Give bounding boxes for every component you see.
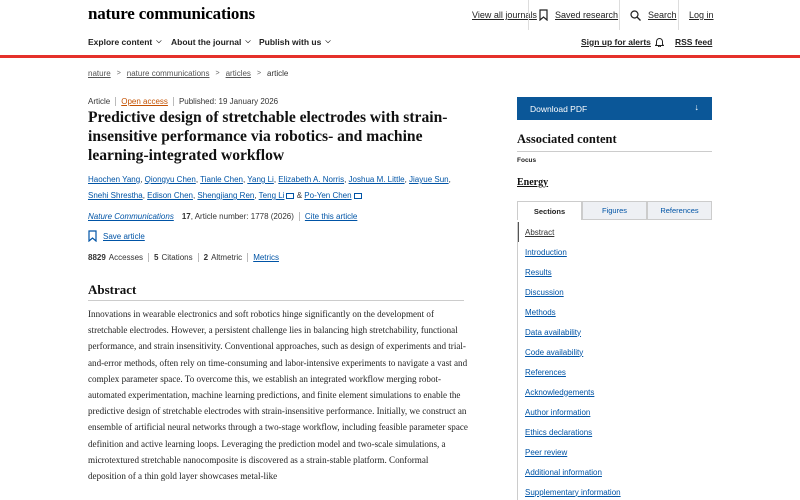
toc-item[interactable]: [517, 362, 712, 382]
toc-link-results[interactable]: Results: [525, 267, 552, 277]
author-link[interactable]: Jiayue Sun: [409, 175, 449, 184]
author-link[interactable]: Tianle Chen: [200, 175, 243, 184]
volume: 17: [181, 212, 191, 221]
author-link[interactable]: Joshua M. Little: [348, 175, 405, 184]
about-journal-menu[interactable]: About the journal ⌵: [171, 37, 251, 47]
article-type: Article: [88, 97, 111, 106]
explore-content-menu[interactable]: Explore content ⌵: [88, 37, 162, 47]
toc-item[interactable]: [517, 302, 712, 322]
breadcrumb-nature-communications[interactable]: nature communications: [126, 69, 210, 78]
toc-item[interactable]: [517, 442, 712, 462]
search-icon: [630, 10, 641, 21]
toc-item[interactable]: [517, 242, 712, 262]
chevron-right-icon: >: [215, 70, 220, 77]
author-link[interactable]: Edison Chen: [147, 191, 193, 200]
divider: [517, 151, 712, 152]
published-date: Published: 19 January 2026: [178, 97, 279, 106]
accesses-label: Accesses: [108, 253, 144, 262]
citations-label: Citations: [161, 253, 193, 262]
main-nav: [0, 30, 800, 54]
bell-icon: [655, 37, 664, 47]
toc-link-additional-information[interactable]: Additional information: [525, 467, 602, 477]
breadcrumb-articles[interactable]: articles: [225, 69, 251, 78]
chevron-right-icon: >: [116, 70, 121, 77]
altmetric-count: 2: [203, 253, 209, 262]
save-article-label[interactable]: Save article: [103, 231, 145, 241]
article-number: , Article number: 1778 (2026): [190, 212, 294, 221]
breadcrumb-nature[interactable]: nature: [88, 69, 111, 78]
author-link[interactable]: Po-Yen Chen: [304, 191, 352, 200]
sidebar-tabs: [517, 201, 712, 220]
toc-link-ethics-declarations[interactable]: Ethics declarations: [525, 427, 593, 437]
toc-link-references[interactable]: References: [525, 367, 566, 377]
chevron-right-icon: >: [256, 70, 262, 77]
toc-item[interactable]: [517, 462, 712, 482]
toc-item[interactable]: [517, 222, 712, 242]
article-meta: [88, 97, 278, 106]
chevron-down-icon: ⌵: [156, 38, 162, 45]
toc-item[interactable]: [517, 382, 712, 402]
author-list: Haochen Yang, Qiongyu Chen, Tianle Chen, Yang Li, Elizabeth A. Norris, Joshua M. Little, Jiayue Sun, Snehi Shrestha, Edison Chen, Shengjiang Ren, Teng Li & Po-Yen Chen: [88, 175, 451, 200]
author-link[interactable]: Yang Li: [247, 175, 274, 184]
chevron-down-icon: ⌵: [245, 38, 251, 45]
open-access-badge[interactable]: Open access: [121, 97, 168, 106]
breadcrumb: [88, 69, 288, 78]
toc-link-acknowledgements[interactable]: Acknowledgements: [525, 387, 595, 397]
altmetric-label: Altmetric: [211, 253, 243, 262]
bookmark-icon: [539, 9, 548, 21]
sign-up-alerts-link[interactable]: Sign up for alerts: [581, 37, 664, 47]
toc-item[interactable]: [517, 342, 712, 362]
login-link[interactable]: Log in: [678, 0, 714, 30]
author-link[interactable]: Shengjiang Ren: [197, 191, 255, 200]
abstract-text: Innovations in wearable electronics and soft robotics hinge significantly on the development of stretchable electrodes. However, a persistent challenge lies in balancing high stretchability, functional performance, and strain insensitivity. Conventional approaches, such as design of experiments and trial-and-error methods, often rely on time-consuming and labor-intensive experiments to navigate a vast and complex parameter space. To overcome this, we establish an integrated workflow merging robot-automated experimentation, machine learning predictions, and finite element simulations to enable the predictive design of stretchable electrodes with strain-insensitive performance. Initially, we construct an ensemble of artificial neural networks through a two-stage workflow, including feasible parameter space definition and active learning loops. Leveraging the prediction model and two-scale simulations, a microtextured stretchable nanocomposite is discovered as a strain-stable platform. Conformal deposition of a thin gold layer showcases metal-like: [88, 309, 468, 482]
associated-content-heading: Associated content: [517, 132, 617, 146]
save-article-button[interactable]: [88, 230, 145, 242]
toc-link-methods[interactable]: Methods: [525, 307, 556, 317]
toc-link-introduction[interactable]: Introduction: [525, 247, 567, 257]
sections-list: [517, 222, 712, 500]
accesses-count: 8829: [88, 253, 106, 262]
download-icon: ↓: [694, 102, 699, 112]
author-link[interactable]: Snehi Shrestha: [88, 191, 143, 200]
toc-item[interactable]: [517, 482, 712, 500]
toc-link-code-availability[interactable]: Code availability: [525, 347, 584, 357]
article-metrics: [88, 253, 279, 262]
author-link[interactable]: Qiongyu Chen: [144, 175, 196, 184]
toc-link-author-information[interactable]: Author information: [525, 407, 591, 417]
toc-item[interactable]: [517, 402, 712, 422]
site-logo[interactable]: nature communications: [88, 4, 255, 23]
toc-link-data-availability[interactable]: Data availability: [525, 327, 582, 337]
breadcrumb-current: article: [267, 69, 289, 78]
toc-rail: [517, 222, 518, 500]
citations-count: 5: [154, 253, 159, 262]
metrics-link[interactable]: Metrics: [253, 253, 279, 262]
download-pdf-label: Download PDF: [530, 103, 588, 114]
focus-label: Focus: [517, 157, 537, 164]
email-icon[interactable]: [354, 193, 362, 199]
chevron-down-icon: ⌵: [325, 38, 331, 45]
toc-link-supplementary-information[interactable]: Supplementary information: [525, 487, 621, 497]
toc-item[interactable]: [517, 422, 712, 442]
toc-link-discussion[interactable]: Discussion: [525, 287, 564, 297]
top-bar: [0, 0, 800, 30]
citation-line: [88, 212, 357, 221]
toc-link-abstract[interactable]: Abstract: [525, 227, 555, 237]
abstract-heading: Abstract: [88, 282, 137, 297]
bookmark-icon: [88, 230, 97, 242]
cite-this-article-link[interactable]: Cite this article: [304, 212, 358, 221]
author-link[interactable]: Teng Li: [258, 191, 285, 200]
toc-item[interactable]: [517, 262, 712, 282]
tab-sections[interactable]: Sections: [517, 201, 582, 220]
toc-link-peer-review[interactable]: Peer review: [525, 447, 568, 457]
toc-item[interactable]: [517, 282, 712, 302]
divider: [88, 300, 464, 301]
search-link[interactable]: Search: [619, 0, 677, 30]
saved-research-link[interactable]: Saved research: [528, 0, 618, 30]
publish-with-us-menu[interactable]: Publish with us ⌵: [259, 37, 331, 47]
toc-item[interactable]: [517, 322, 712, 342]
rss-feed-link[interactable]: RSS feed: [675, 37, 713, 47]
tab-figures[interactable]: Figures: [582, 201, 647, 220]
author-link[interactable]: Haochen Yang: [88, 175, 141, 184]
journal-link[interactable]: Nature Communications: [88, 212, 174, 221]
email-icon[interactable]: [286, 193, 294, 199]
article-title: Predictive design of stretchable electrodes with strain-insensitive performance via robotics- and machine learning-integrated workflow: [88, 109, 448, 164]
author-conjunction: &: [296, 191, 303, 200]
header-accent-line: [0, 55, 800, 58]
download-pdf-button[interactable]: [517, 97, 712, 120]
view-all-journals-link[interactable]: View all journals: [472, 10, 537, 20]
energy-link[interactable]: Energy: [517, 177, 549, 188]
author-link[interactable]: Elizabeth A. Norris: [278, 175, 345, 184]
tab-references[interactable]: References: [647, 201, 712, 220]
